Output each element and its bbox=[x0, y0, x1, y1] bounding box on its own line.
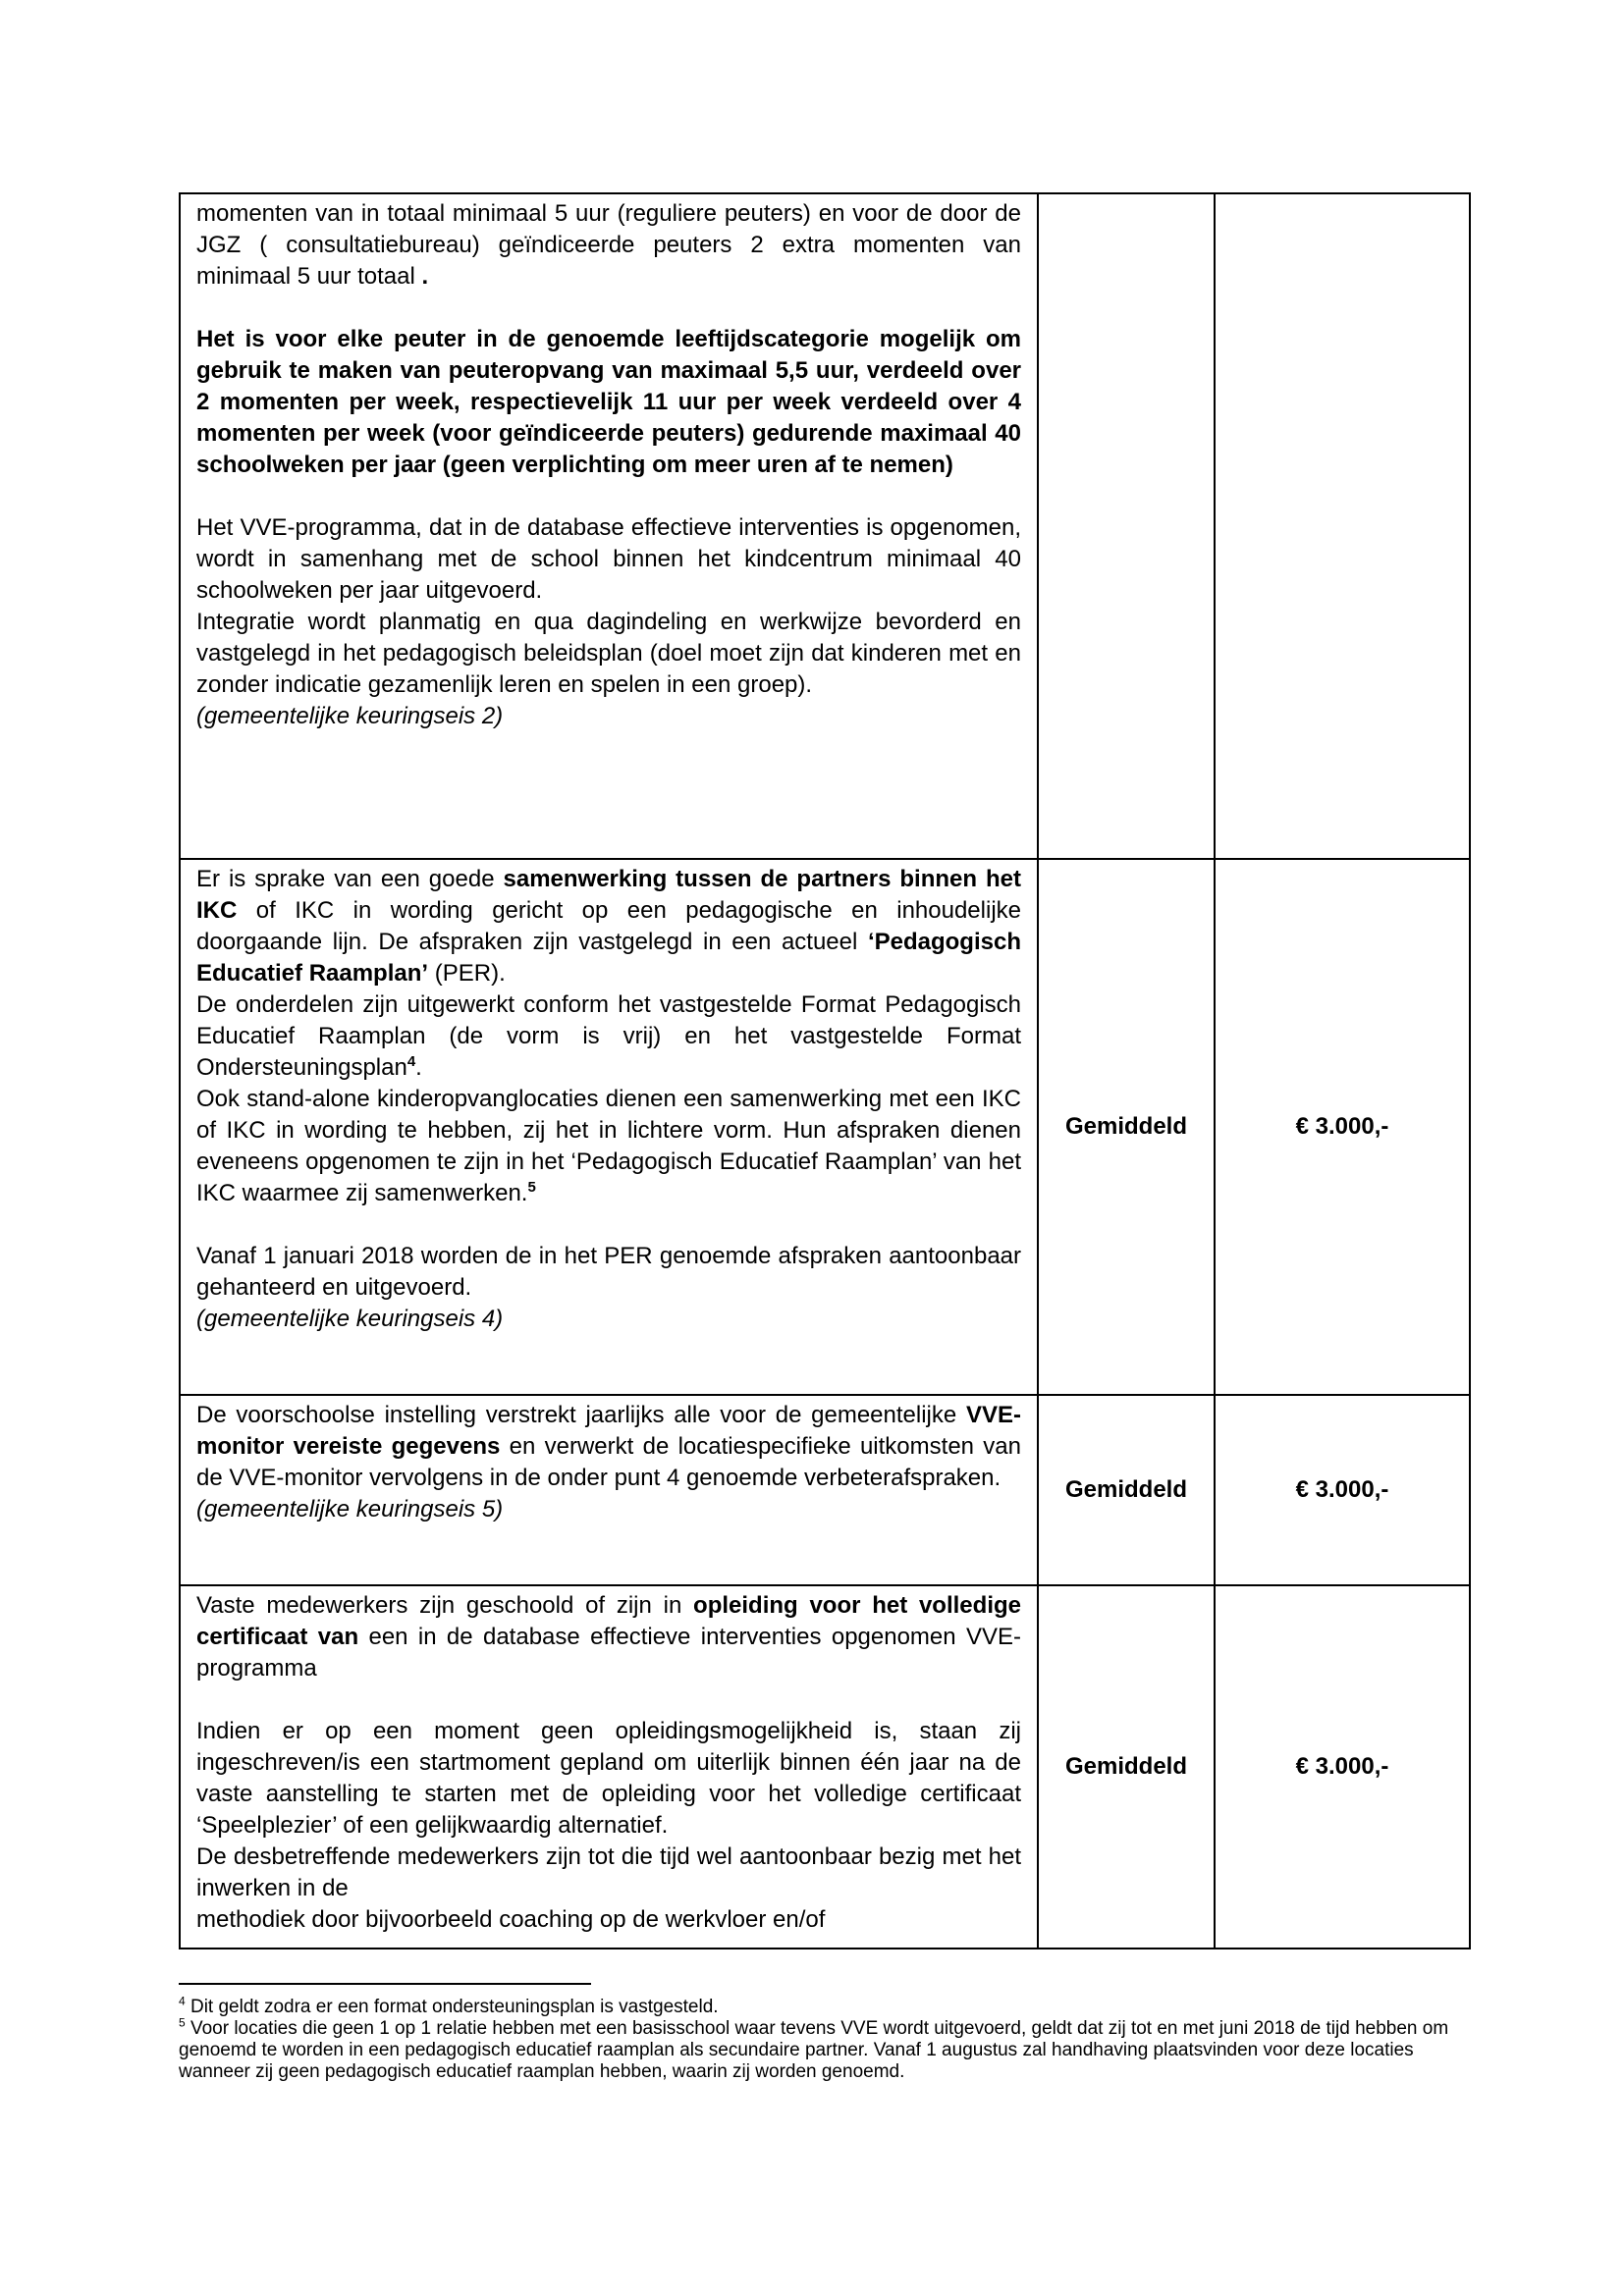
paragraph: Vaste medewerkers zijn geschoold of zijn in opleiding voor het volledige certificaat van een in de database effectieve interventies opgenomen VVE-programma bbox=[196, 1592, 1021, 1682]
requirement-reference: (gemeentelijke keuringseis 2) bbox=[196, 703, 504, 729]
footnote-marker: 4 bbox=[406, 1053, 416, 1070]
paragraph: Er is sprake van een goede samenwerking tussen de partners binnen het IKC of IKC in wording gericht op een pedagogische en inhoudelijke doorgaande lijn. De afspraken zijn vastgelegd in een actueel ‘Pedagogisch Educatief Raamplan’ (PER). De onderdelen zijn uitgewerkt conform het vastgestelde Format Pedagogisch Educatief Raamplan (de vorm is vrij) en het vastgestelde Format Ondersteuningsplan$^4$. Ook stand-alone kinderopvanglocaties dienen een samenwerking met een IKC of IKC in wording te hebben, zij het in lichtere vorm. Hun afspraken dienen eveneens opgenomen te zijn in het ‘Pedagogisch Educatief Raamplan’ van het IKC waarmee zij samenwerken.$^5$ bbox=[196, 866, 1021, 1206]
paragraph: De voorschoolse instelling verstrekt jaarlijks alle voor de gemeentelijke VVE-monitor vereiste gegevens en verwerkt de locatiespecifieke uitkomsten van de VVE-monitor vervolgens in de onder punt 4 genoemde verbeterafspraken. (gemeentelijke keuringseis 5) bbox=[196, 1402, 1021, 1522]
footnotes bbox=[179, 1994, 1455, 2083]
paragraph: Het VVE-programma, dat in de database effectieve interventies is opgenomen, wordt in samenhang met de school binnen het kindcentrum minimaal 40 schoolweken per jaar uitgevoerd. Integratie wordt planmatig en qua dagindeling en werkwijze bevorderd en vastgelegd in het pedagogisch beleidsplan (doel moet zijn dat kinderen met en zonder indicatie gezamenlijk leren en spelen in een groep). (gemeentelijke keuringseis 2) bbox=[196, 514, 1021, 729]
footnote-number: 5 bbox=[179, 2015, 186, 2030]
paragraph: Indien er op een moment geen opleidingsmogelijkheid is, staan zij ingeschreven/is een startmoment gepland om uiterlijk binnen één jaar na de vaste aanstelling te starten met de opleiding voor het volledige certificaat ‘Speelplezier’ of een gelijkwaardig alternatief. De desbetreffende medewerkers zijn tot die tijd wel aantoonbaar bezig met het inwerken in de methodiek door bijvoorbeeld coaching op de werkvloer en/of bbox=[196, 1718, 1021, 1933]
footnote-divider bbox=[179, 1983, 591, 1985]
requirement-reference: (gemeentelijke keuringseis 4) bbox=[196, 1306, 504, 1332]
paragraph: Vanaf 1 januari 2018 worden de in het PER genoemde afspraken aantoonbaar gehanteerd en uitgevoerd. (gemeentelijke keuringseis 4) bbox=[196, 1243, 1021, 1332]
amount-cell: € 3.000,- bbox=[1215, 859, 1470, 1395]
paragraph: momenten van in totaal minimaal 5 uur (reguliere peuters) en voor de door de JGZ ( consultatiebureau) geïndiceerde peuters 2 extra momenten van minimaal 5 uur totaal . bbox=[196, 200, 1021, 290]
amount-cell: € 3.000,- bbox=[1215, 1395, 1470, 1585]
table-row bbox=[180, 193, 1470, 859]
level-cell: Gemiddeld bbox=[1038, 1585, 1215, 1949]
requirement-cell bbox=[180, 1585, 1038, 1949]
table-row bbox=[180, 859, 1470, 1395]
requirements-table bbox=[179, 192, 1471, 1949]
table-row bbox=[180, 1585, 1470, 1949]
requirement-cell bbox=[180, 193, 1038, 859]
paragraph-bold: Het is voor elke peuter in de genoemde leeftijdscategorie mogelijk om gebruik te maken van peuteropvang van maximaal 5,5 uur, verdeeld over 2 momenten per week, respectievelijk 11 uur per week verdeeld over 4 momenten per week (voor geïndiceerde peuters) gedurende maximaal 40 schoolweken per jaar (geen verplichting om meer uren af te nemen) bbox=[196, 326, 1021, 478]
level-cell: Gemiddeld bbox=[1038, 1395, 1215, 1585]
footnote-number: 4 bbox=[179, 1994, 186, 2008]
footnote-marker: 5 bbox=[527, 1179, 536, 1196]
footnote: $^4$ Dit geldt zodra er een format ondersteuningsplan is vastgesteld. bbox=[179, 1994, 719, 2017]
requirement-cell bbox=[180, 1395, 1038, 1585]
level-cell bbox=[1038, 193, 1215, 859]
amount-cell bbox=[1215, 193, 1470, 859]
footnote: $^5$ Voor locaties die geen 1 op 1 relatie hebben met een basisschool waar tevens VVE wordt uitgevoerd, geldt dat zij tot en met juni 2018 de tijd hebben om genoemd te worden in een pedagogisch educatief raamplan als secundaire partner. Vanaf 1 augustus zal handhaving plaatsvinden voor deze locaties wanneer zij geen pedagogisch educatief raamplan hebben, waarin zij worden genoemd. bbox=[179, 2015, 1449, 2082]
level-cell: Gemiddeld bbox=[1038, 859, 1215, 1395]
requirement-cell bbox=[180, 859, 1038, 1395]
amount-cell: € 3.000,- bbox=[1215, 1585, 1470, 1949]
table-row bbox=[180, 1395, 1470, 1585]
requirement-reference: (gemeentelijke keuringseis 5) bbox=[196, 1496, 504, 1522]
